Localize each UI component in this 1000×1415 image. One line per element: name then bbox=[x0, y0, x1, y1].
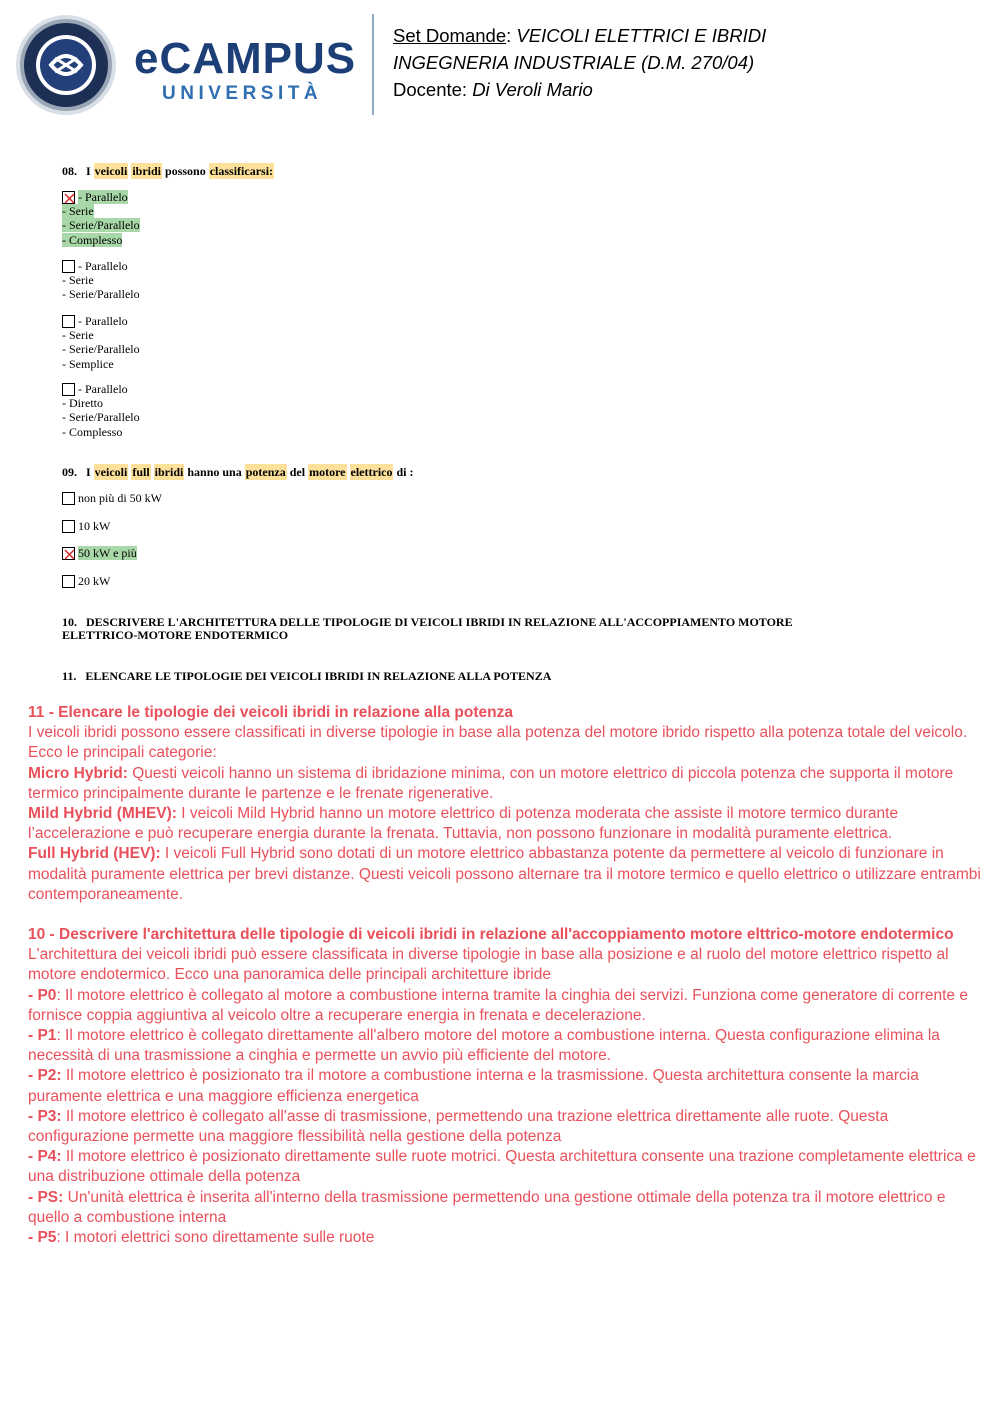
answer-10-item bbox=[28, 1228, 983, 1248]
item-label: - P5 bbox=[28, 1229, 57, 1247]
ecampus-wordmark bbox=[134, 36, 356, 106]
set-label: Set Domande bbox=[393, 25, 507, 46]
q09-option-1 bbox=[62, 491, 162, 505]
option-line: - Diretto bbox=[62, 396, 103, 411]
university-seal-logo bbox=[15, 14, 117, 116]
item-label: - P4: bbox=[28, 1148, 62, 1166]
option-line: - Serie/Parallelo bbox=[62, 410, 140, 425]
option-line: - Serie bbox=[62, 273, 94, 288]
teacher-label: Docente: bbox=[393, 79, 468, 100]
checkbox[interactable] bbox=[62, 315, 75, 328]
q08-option-1 bbox=[62, 190, 140, 247]
keyword-highlight: potenza bbox=[245, 465, 286, 479]
option-line: - Serie/Parallelo bbox=[62, 342, 140, 357]
set-title: VEICOLI ELETTRICI E IBRIDI bbox=[516, 25, 767, 46]
option-line: - Complesso bbox=[62, 232, 123, 247]
option-line: - Parallelo bbox=[78, 314, 128, 328]
checkbox[interactable] bbox=[62, 520, 75, 533]
item-text: Questi veicoli hanno un sistema di ibridazione minima, con un motore elettrico di piccola potenza che supporta il motore termico principalmente durante le partenze e le frenate rigenerative. bbox=[28, 764, 954, 802]
item-text: : Il motore elettrico è collegato direttamente all'albero motore del motore a combustione interna. Questa configurazione elimina la necessità di una trasmissione a cinghia e permette un avvio più efficiente del motore. bbox=[28, 1027, 940, 1065]
option-line: non più di 50 kW bbox=[78, 491, 162, 505]
question-number: 08. bbox=[62, 164, 77, 178]
item-label: - PS: bbox=[28, 1188, 64, 1206]
question-08-title bbox=[62, 164, 274, 178]
logo-brand-text: eCAMPUS bbox=[134, 34, 357, 83]
answer-10-item bbox=[28, 1188, 983, 1228]
item-text: I veicoli Full Hybrid sono dotati di un motore elettrico abbastanza potente da permettere al veicolo di funzionare in modalità puramente elettrica per brevi distanze. Questi veicoli possono alternare tra il motore termico e quello elettrico o utilizzare entrambi contemporaneamente. bbox=[28, 845, 981, 903]
checkbox[interactable] bbox=[62, 575, 75, 588]
answer-11-item bbox=[28, 804, 983, 844]
answer-10-item bbox=[28, 1107, 983, 1147]
keyword-highlight: elettrico bbox=[350, 465, 393, 479]
question-text: I bbox=[86, 164, 94, 178]
question-text: del bbox=[286, 465, 309, 479]
answer-10-heading: 10 - Descrivere l'architettura delle tipologie di veicoli ibridi in relazione all'accoppiamento motore elttrico-motore endotermico bbox=[28, 926, 954, 944]
question-text: ELENCARE LE TIPOLOGIE DEI VEICOLI IBRIDI IN RELAZIONE ALLA POTENZA bbox=[85, 669, 552, 683]
item-label: Full Hybrid (HEV): bbox=[28, 845, 161, 863]
answer-10-item bbox=[28, 1147, 983, 1187]
keyword-highlight: ibridi bbox=[154, 465, 184, 479]
option-line: 10 kW bbox=[78, 519, 111, 533]
item-text: : Il motore elettrico è collegato al motore a combustione interna tramite la cinghia dei servizi. Funziona come generatore di corrente e fornisce coppia aggiuntiva al veicolo oltre a recuperare energia in frenata e decelerazione. bbox=[28, 986, 968, 1024]
option-line: - Serie/Parallelo bbox=[62, 218, 140, 233]
question-number: 09. bbox=[62, 465, 77, 479]
item-text: I veicoli Mild Hybrid hanno un motore elettrico di potenza moderata che assiste il motore termico durante l’accelerazione e può recuperare energia durante la frenata. Tuttavia, non possono funzionare in modalità puramente elettrica. bbox=[28, 805, 899, 843]
q09-option-2 bbox=[62, 519, 110, 533]
item-text: Il motore elettrico è posizionato direttamente sulle ruote motrici. Questa architettura consente una trazione completamente elettrica e una distribuzione ottimale della potenza bbox=[28, 1148, 976, 1186]
item-label: Mild Hybrid (MHEV): bbox=[28, 805, 177, 823]
option-line: - Semplice bbox=[62, 356, 114, 371]
item-text: Il motore elettrico è collegato all'asse di trasmissione, permettendo una trazione elettrica direttamente alle ruote. Questa configurazione permette una maggiore flessibilità nella gestione della potenza bbox=[28, 1107, 889, 1146]
question-09-title bbox=[62, 465, 414, 479]
option-line: - Serie bbox=[62, 328, 94, 343]
item-label: - P0 bbox=[28, 986, 57, 1004]
question-number: 10. bbox=[62, 615, 77, 629]
teacher-name: Di Veroli Mario bbox=[472, 79, 593, 100]
header-divider bbox=[372, 14, 374, 115]
answers-section bbox=[28, 703, 983, 1248]
question-text: hanno una bbox=[184, 465, 245, 479]
answer-10-item bbox=[28, 1066, 983, 1106]
document-header: Set Domande: VEICOLI ELETTRICI E IBRIDI INGEGNERIA INDUSTRIALE (D.M. 270/04) Docente: Di Veroli Mario bbox=[393, 25, 767, 100]
keyword-highlight: veicoli bbox=[94, 164, 128, 178]
keyword-highlight: motore bbox=[309, 465, 346, 479]
answer-11-intro: I veicoli ibridi possono essere classificati in diverse tipologie in base alla potenza del motore ibrido rispetto alla potenza totale del veicolo. Ecco le principali categorie: bbox=[28, 724, 968, 762]
checked-checkbox-icon[interactable] bbox=[62, 191, 75, 204]
q08-option-2 bbox=[62, 259, 140, 302]
keyword-highlight: classificarsi: bbox=[209, 164, 274, 178]
item-label: - P1 bbox=[28, 1027, 57, 1045]
answer-11-item bbox=[28, 844, 983, 905]
item-text: : I motori elettrici sono direttamente sulle ruote bbox=[56, 1229, 375, 1247]
answer-10-item bbox=[28, 986, 983, 1026]
checked-checkbox-icon[interactable] bbox=[62, 547, 75, 560]
checkbox[interactable] bbox=[62, 260, 75, 273]
item-label: - P2: bbox=[28, 1067, 62, 1085]
q08-option-3 bbox=[62, 314, 140, 371]
logo-subtitle-text: UNIVERSITÀ bbox=[162, 83, 323, 104]
question-text: DESCRIVERE L'ARCHITETTURA DELLE TIPOLOGIE DI VEICOLI IBRIDI IN RELAZIONE ALL'ACCOPPIAMENTO MOTORE ELETTRICO-MOTORE ENDOTERMICO bbox=[62, 615, 793, 642]
option-line: 20 kW bbox=[78, 574, 111, 588]
q08-option-4 bbox=[62, 382, 140, 439]
option-line: - Serie/Parallelo bbox=[62, 287, 140, 302]
option-line: - Serie bbox=[62, 204, 94, 219]
question-text: di : bbox=[393, 465, 414, 479]
answer-11-item bbox=[28, 764, 983, 804]
checkbox[interactable] bbox=[62, 492, 75, 505]
question-10-title bbox=[62, 616, 862, 642]
option-line: - Complesso bbox=[62, 424, 123, 439]
question-text: possono bbox=[162, 164, 209, 178]
option-line: - Parallelo bbox=[78, 382, 128, 396]
q09-option-4 bbox=[62, 574, 110, 588]
item-label: Micro Hybrid: bbox=[28, 764, 128, 782]
item-text: Un'unità elettrica è inserita all'interno della trasmissione permettendo una gestione ottimale della potenza tra il motore elettrico e quello a combustione interna bbox=[28, 1188, 946, 1226]
keyword-highlight: ibridi bbox=[132, 164, 162, 178]
keyword-highlight: veicoli bbox=[94, 465, 128, 479]
question-number: 11. bbox=[62, 669, 77, 683]
answer-10-item bbox=[28, 1026, 983, 1066]
keyword-highlight: full bbox=[132, 465, 150, 479]
answer-11-heading: 11 - Elencare le tipologie dei veicoli ibridi in relazione alla potenza bbox=[28, 704, 513, 721]
q09-option-3 bbox=[62, 546, 137, 560]
option-line: 50 kW e più bbox=[78, 546, 137, 560]
answer-10-intro: L'architettura dei veicoli ibridi può essere classificata in diverse tipologie in base alla posizione e al ruolo del motore elettrico rispetto al motore endotermico. Ecco una panoramica delle principali architetture ibride bbox=[28, 946, 949, 984]
course-name: INGEGNERIA INDUSTRIALE (D.M. 270/04) bbox=[393, 52, 755, 73]
option-line: - Parallelo bbox=[78, 190, 128, 204]
item-label: - P3: bbox=[28, 1107, 62, 1125]
question-11-title bbox=[62, 669, 551, 683]
question-text: I bbox=[86, 465, 94, 479]
option-line: - Parallelo bbox=[78, 259, 128, 273]
item-text: Il motore elettrico è posizionato tra il motore a combustione interna e la trasmissione. Questa architettura consente la marcia puramente elettrica e una maggiore efficienza energetica bbox=[28, 1067, 919, 1105]
checkbox[interactable] bbox=[62, 383, 75, 396]
